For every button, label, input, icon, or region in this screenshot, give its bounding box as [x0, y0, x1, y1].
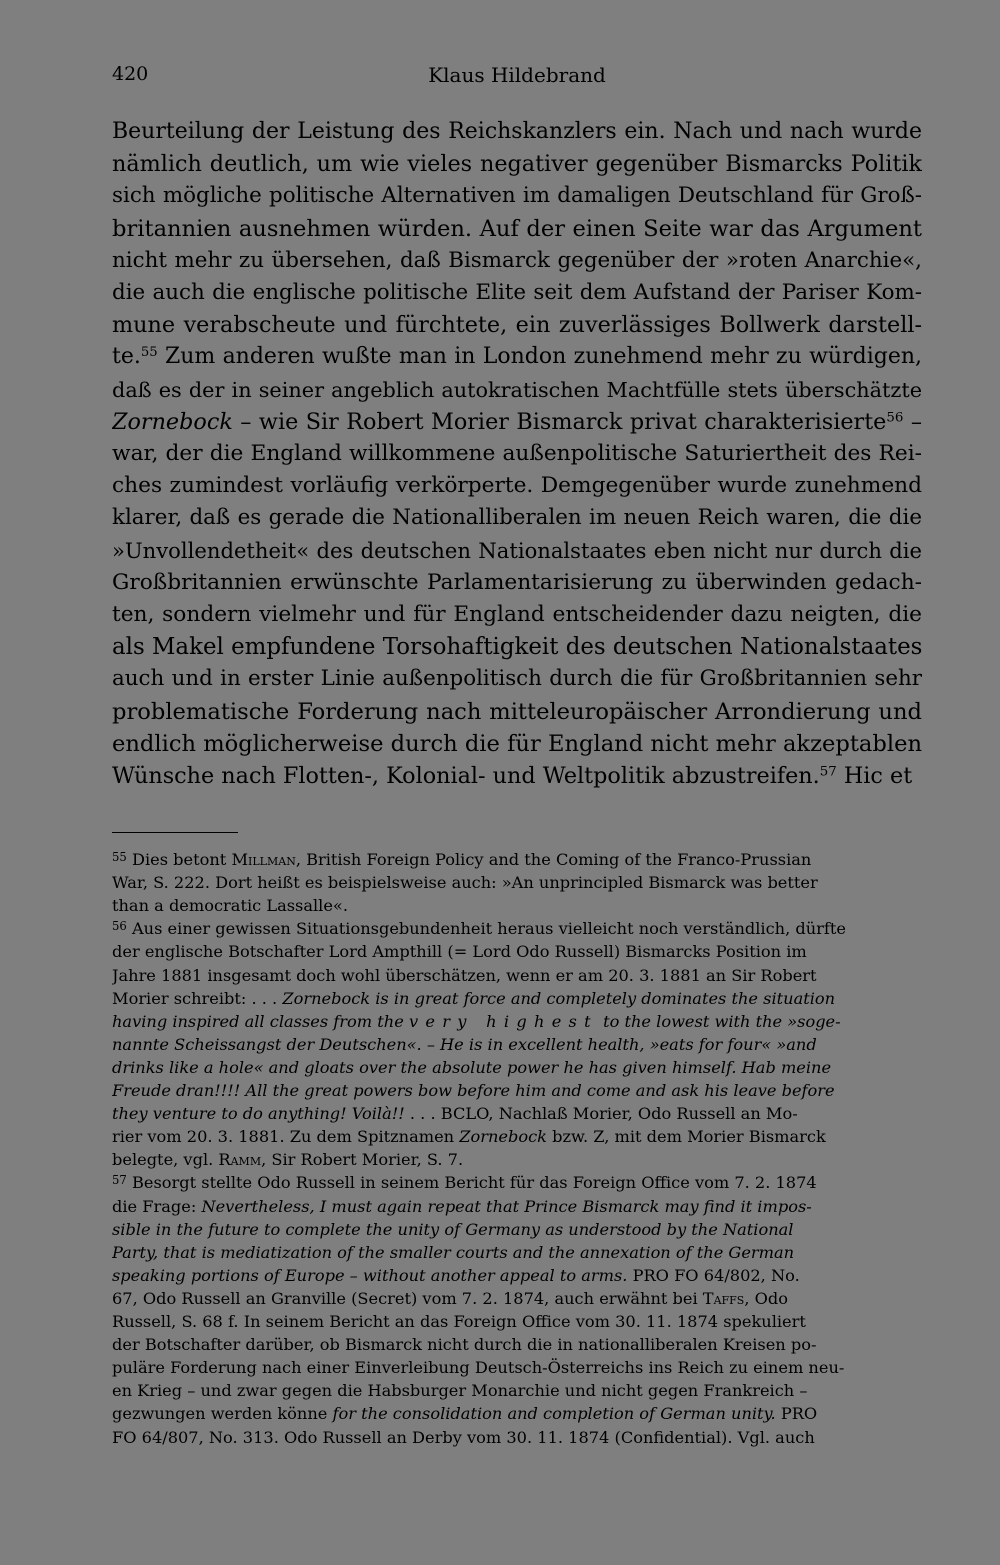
text-segment: drinks like a hole« and gloats over the absolute power he has given himself. Hab meine [112, 1057, 832, 1077]
text-segment: als Makel empfundene Torsohaftigkeit des deutschen Nationalstaates [112, 634, 922, 661]
text-segment: problematische Forderung nach mitteleuropäischer Arrondierung und [112, 698, 922, 725]
footnote-line [112, 1356, 922, 1379]
text-segment: Russell, S. 68 f. In seinem Bericht an das Foreign Office vom 30. 11. 1874 spekuliert [112, 1312, 806, 1331]
text-line [112, 696, 922, 728]
footnote-line [112, 1333, 922, 1356]
footnote-line [112, 894, 922, 917]
text-segment: PRO [775, 1404, 818, 1424]
text-segment: – [903, 408, 922, 435]
footnote-line [112, 1264, 922, 1287]
text-segment: they venture to do anything! Voilà!! [112, 1104, 405, 1124]
text-segment: rier vom 20. 3. 1881. Zu dem Spitznamen [112, 1127, 460, 1147]
footnote-line [112, 1241, 922, 1264]
text-segment: »Unvollendetheit« des deutschen Nationalstaates eben nicht nur durch die [112, 537, 922, 563]
text-segment: , British Foreign Policy and the Coming of the Franco-Prussian [295, 850, 812, 869]
footnote-number: 55 [112, 849, 127, 864]
text-segment: Zornebock is in great force and completely dominates the situation [282, 988, 836, 1008]
text-segment: Ramm [218, 1150, 262, 1170]
text-segment: FO 64/807, No. 313. Odo Russell an Derby vom 30. 11. 1874 (Confidential). Vgl. auch [112, 1427, 815, 1447]
text-segment: Zornebock [459, 1127, 547, 1147]
text-segment: ten, sondern vielmehr und für England entscheidender dazu neigten, die [112, 602, 922, 627]
footnote-line [112, 1310, 922, 1333]
footnote-line [112, 1102, 922, 1125]
text-segment: der englische Botschafter Lord Ampthill (= Lord Odo Russell) Bismarcks Position im [112, 942, 807, 962]
text-line [112, 470, 922, 502]
footnote-line [112, 964, 922, 987]
footnote-line [112, 1402, 922, 1425]
text-line [112, 180, 922, 212]
text-segment: to the lowest with the »soge- [597, 1011, 841, 1031]
footnote-line [112, 940, 922, 963]
text-line [112, 567, 922, 599]
text-segment: Dies betont [126, 850, 232, 869]
footnote-separator [112, 832, 238, 833]
text-segment: Jahre 1881 insgesamt doch wohl überschätzen, wenn er am 20. 3. 1881 an Sir Robert [112, 965, 817, 985]
text-segment: Zum anderen wußte man in London zunehmend mehr zu würdigen, [157, 344, 922, 370]
text-segment: auch und in erster Linie außenpolitisch durch die für Großbritannien sehr [112, 666, 922, 692]
text-segment: belegte, vgl. [112, 1150, 219, 1170]
text-segment: for the consolidation and completion of German unity. [332, 1404, 776, 1424]
text-segment: nämlich deutlich, um wie vieles negativer gegenüber Bismarcks Politik [112, 151, 922, 178]
text-segment: Freude dran!!!! All the great powers bow before him and come and ask his leave before [112, 1081, 835, 1100]
page-header [112, 63, 922, 91]
footnote-line [112, 917, 922, 940]
footnote-line [112, 1195, 922, 1218]
text-segment: Besorgt stellte Odo Russell in seinem Bericht für das Foreign Office vom 7. 2. 1874 [126, 1173, 817, 1193]
text-segment: speaking portions of Europe – without another appeal to arms. [112, 1265, 628, 1285]
footnote-line [112, 1033, 922, 1056]
text-segment: Taffs [702, 1288, 745, 1308]
footnote-number: 57 [112, 1173, 127, 1188]
footnote-line [112, 1010, 922, 1033]
text-segment: Party, that is mediatization of the smaller courts and the annexation of the German [112, 1242, 795, 1262]
footnote-line [112, 848, 922, 871]
text-line [112, 535, 922, 567]
text-segment: mune verabscheute und fürchtete, ein zuverlässiges Bollwerk darstell- [112, 312, 922, 339]
text-segment: having inspired all classes from the [112, 1011, 409, 1031]
text-segment: Nevertheless, I must again repeat that Prince Bismarck may find it impos- [201, 1196, 812, 1216]
text-line [112, 277, 922, 309]
text-segment: Millman [231, 850, 296, 869]
text-line [112, 374, 922, 406]
text-segment: than a democratic Lassalle«. [112, 896, 348, 916]
text-segment: , Odo [744, 1288, 788, 1308]
text-segment: PRO FO 64/802, No. [627, 1265, 800, 1285]
text-segment: bzw. Z, mit dem Morier Bismarck [546, 1127, 826, 1147]
text-line [112, 502, 922, 534]
text-segment: gezwungen werden könne [112, 1404, 333, 1424]
text-segment: der Botschafter darüber, ob Bismarck nicht durch die in nationalliberalen Kreisen po- [112, 1335, 817, 1355]
footnote-line [112, 987, 922, 1010]
text-segment: very highest [408, 1011, 598, 1031]
footnote-reference: 56 [886, 410, 904, 426]
text-segment: 67, Odo Russell an Granville (Secret) vom 7. 2. 1874, auch erwähnt bei [112, 1288, 703, 1308]
footnote-line [112, 1125, 922, 1148]
footnote-line [112, 1056, 922, 1079]
text-segment: . . . BCLO, Nachlaß Morier, Odo Russell an Mo- [404, 1104, 798, 1124]
text-line [112, 631, 922, 663]
footnote-line [112, 1379, 922, 1402]
text-segment: die Frage: [112, 1196, 202, 1216]
text-segment: war, der die England willkommene außenpolitische Saturiertheit des Rei- [112, 441, 922, 466]
text-segment: Aus einer gewissen Situationsgebundenheit heraus vielleicht noch verständlich, dürfte [126, 919, 846, 939]
footnote-line [112, 1171, 922, 1194]
text-line [112, 116, 922, 148]
text-segment: britannien ausnehmen würden. Auf der einen Seite war das Argument [112, 215, 922, 242]
text-segment: Zornebock [112, 408, 233, 435]
text-segment: Beurteilung der Leistung des Reichskanzlers ein. Nach und nach wurde [112, 119, 922, 144]
running-head: Klaus Hildebrand [428, 63, 606, 87]
footnote-number: 56 [112, 919, 127, 934]
text-segment: Wünsche nach Flotten-, Kolonial- und Weltpolitik abzustreifen. [112, 763, 820, 789]
footnote-line [112, 1148, 922, 1171]
footnote-reference: 57 [819, 764, 837, 780]
text-segment: – wie Sir Robert Morier Bismarck privat charakterisierte [232, 408, 887, 435]
text-line [112, 438, 922, 470]
text-line [112, 309, 922, 341]
text-line [112, 341, 922, 373]
text-segment: puläre Forderung nach einer Einverleibung Deutsch-Österreichs ins Reich zu einem neu- [112, 1358, 845, 1378]
text-segment: War, S. 222. Dort heißt es beispielsweise auch: »An unprincipled Bismarck was better [112, 873, 818, 893]
text-segment: ches zumindest vorläufig verkörperte. Demgegenüber wurde zunehmend [112, 473, 922, 499]
text-line [112, 663, 922, 695]
footnote-line [112, 1287, 922, 1310]
text-segment: , Sir Robert Morier, S. 7. [261, 1150, 464, 1170]
footnote-line [112, 1218, 922, 1241]
text-segment: Hic et [836, 763, 913, 789]
text-segment: nicht mehr zu übersehen, daß Bismarck gegenüber der »roten Anarchie«, [112, 247, 922, 273]
text-segment: sible in the future to complete the unity of Germany as understood by the National [112, 1219, 794, 1239]
text-segment: en Krieg – und zwar gegen die Habsburger Monarchie und nicht gegen Frankreich – [112, 1381, 808, 1401]
text-line [112, 760, 922, 792]
text-segment: die auch die englische politische Elite seit dem Aufstand der Pariser Kom- [112, 280, 922, 305]
text-segment: klarer, daß es gerade die Nationalliberalen im neuen Reich waren, die die [112, 505, 922, 531]
text-line [112, 599, 922, 631]
footnote-line [112, 871, 922, 894]
text-segment: Großbritannien erwünschte Parlamentarisierung zu überwinden gedach- [112, 569, 922, 595]
text-line [112, 245, 922, 277]
footnote-line [112, 1079, 922, 1102]
text-segment: endlich möglicherweise durch die für England nicht mehr akzeptablen [112, 730, 922, 757]
text-line [112, 148, 922, 180]
text-segment: sich mögliche politische Alternativen im damaligen Deutschland für Groß- [112, 183, 922, 209]
text-segment: nannte Scheissangst der Deutschen«. – He is in excellent health, »eats for four« »and [112, 1034, 817, 1054]
text-segment: Morier schreibt: . . . [112, 988, 283, 1008]
text-segment: daß es der in seiner angeblich autokratischen Machtfülle stets überschätzte [112, 377, 922, 402]
page-number: 420 [112, 63, 149, 85]
text-segment: te. [112, 344, 141, 370]
text-line [112, 406, 922, 438]
footnote-line [112, 1426, 922, 1449]
text-line [112, 728, 922, 760]
text-line [112, 213, 922, 245]
footnote-reference: 55 [140, 345, 158, 361]
